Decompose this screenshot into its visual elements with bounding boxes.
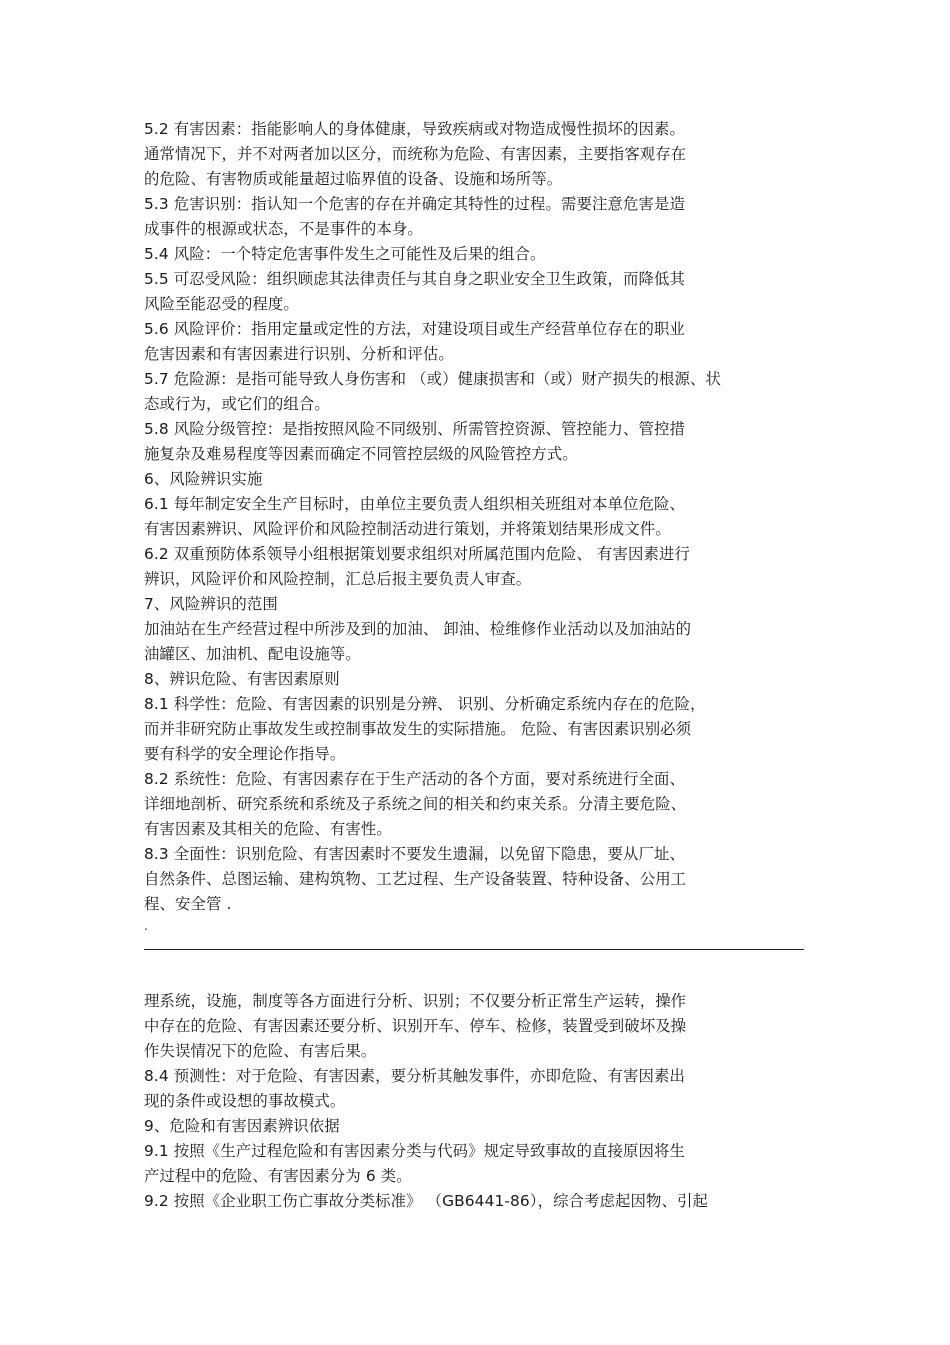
text-line: 现的条件或设想的事故模式。 bbox=[144, 1092, 346, 1110]
page-end-mark: . bbox=[144, 919, 148, 933]
text-line: 6、风险辨识实施 bbox=[144, 470, 263, 488]
page-break-divider bbox=[144, 949, 804, 950]
text-line: 5.3 危害识别：指认知一个危害的存在并确定其特性的过程。需要注意危害是造 bbox=[144, 195, 685, 213]
text-line: 5.8 风险分级管控：是指按照风险不同级别、所需管控资源、管控能力、管控措 bbox=[144, 420, 685, 438]
text-line: 5.7 危险源：是指可能导致人身伤害和 （或）健康损害和（或）财产损失的根源、状 bbox=[144, 370, 721, 388]
text-line: 理系统，设施，制度等各方面进行分析、识别；不仅要分析正常生产运转，操作 bbox=[144, 992, 687, 1010]
text-line: 有害因素及其相关的危险、有害性。 bbox=[144, 820, 392, 838]
text-line: 8.1 科学性：危险、有害因素的识别是分辨、 识别、分析确定系统内存在的危险， bbox=[144, 695, 706, 713]
text-line: 辨识，风险评价和风险控制，汇总后报主要负责人审查。 bbox=[144, 570, 532, 588]
text-line: 自然条件、总图运输、建构筑物、工艺过程、生产设备装置、特种设备、公用工 bbox=[144, 870, 687, 888]
text-line: 中存在的危险、有害因素还要分析、识别开车、停车、检修，装置受到破坏及操 bbox=[144, 1017, 687, 1035]
text-line: 8、辨识危险、有害因素原则 bbox=[144, 670, 340, 688]
text-line: 通常情况下，并不对两者加以区分，而统称为危险、有害因素，主要指客观存在 bbox=[144, 145, 687, 163]
text-line: 的危险、有害物质或能量超过临界值的设备、设施和场所等。 bbox=[144, 170, 563, 188]
text-line: 油罐区、加油机、配电设施等。 bbox=[144, 645, 361, 663]
text-line: 要有科学的安全理论作指导。 bbox=[144, 745, 346, 763]
text-line: 6.1 每年制定安全生产目标时，由单位主要负责人组织相关班组对本单位危险、 bbox=[144, 495, 685, 513]
text-line: 9.1 按照《生产过程危险和有害因素分类与代码》规定导致事故的直接原因将生 bbox=[144, 1142, 685, 1160]
text-line: 作失误情况下的危险、有害后果。 bbox=[144, 1042, 377, 1060]
text-line: 5.4 风险：一个特定危害事件发生之可能性及后果的组合。 bbox=[144, 245, 546, 263]
text-line: 8.2 系统性：危险、有害因素存在于生产活动的各个方面，要对系统进行全面、 bbox=[144, 770, 685, 788]
text-line: 风险至能忍受的程度。 bbox=[144, 295, 299, 313]
text-line: 危害因素和有害因素进行识别、分析和评估。 bbox=[144, 345, 454, 363]
text-line: 6.2 双重预防体系领导小组根据策划要求组织对所属范围内危险、 有害因素进行 bbox=[144, 545, 690, 563]
text-line: 施复杂及难易程度等因素而确定不同管控层级的风险管控方式。 bbox=[144, 445, 578, 463]
text-line: 详细地剖析、研究系统和系统及子系统之间的相关和约束关系。分清主要危险、 bbox=[144, 795, 687, 813]
text-block-upper bbox=[144, 117, 806, 917]
text-line: 产过程中的危险、有害因素分为 6 类。 bbox=[144, 1167, 412, 1185]
text-line: 加油站在生产经营过程中所涉及到的加油、 卸油、检维修作业活动以及加油站的 bbox=[144, 620, 692, 638]
text-line: 态或行为，或它们的组合。 bbox=[144, 395, 330, 413]
text-line: 程、安全管 . bbox=[144, 895, 232, 913]
text-line: 8.4 预测性：对于危险、有害因素，要分析其触发事件，亦即危险、有害因素出 bbox=[144, 1067, 685, 1085]
text-line: 有害因素辨识、风险评价和风险控制活动进行策划，并将策划结果形成文件。 bbox=[144, 520, 671, 538]
text-line: 9、危险和有害因素辨识依据 bbox=[144, 1117, 340, 1135]
text-line: 成事件的根源或状态，不是事件的本身。 bbox=[144, 220, 423, 238]
text-line: 7、风险辨识的范围 bbox=[144, 595, 278, 613]
text-line: 5.5 可忍受风险：组织顾虑其法律责任与其自身之职业安全卫生政策，而降低其 bbox=[144, 270, 685, 288]
text-block-lower bbox=[144, 989, 806, 1214]
text-line: 8.3 全面性：识别危险、有害因素时不要发生遗漏，以免留下隐患，要从厂址、 bbox=[144, 845, 685, 863]
text-line: 而并非研究防止事故发生或控制事故发生的实际措施。 危险、有害因素识别必须 bbox=[144, 720, 692, 738]
text-line: 5.2 有害因素：指能影响人的身体健康，导致疾病或对物造成慢性损坏的因素。 bbox=[144, 120, 685, 138]
text-line: 5.6 风险评价：指用定量或定性的方法，对建设项目或生产经营单位存在的职业 bbox=[144, 320, 685, 338]
text-line: 9.2 按照《企业职工伤亡事故分类标准》 （GB6441-86），综合考虑起因物、引起 bbox=[144, 1192, 708, 1210]
